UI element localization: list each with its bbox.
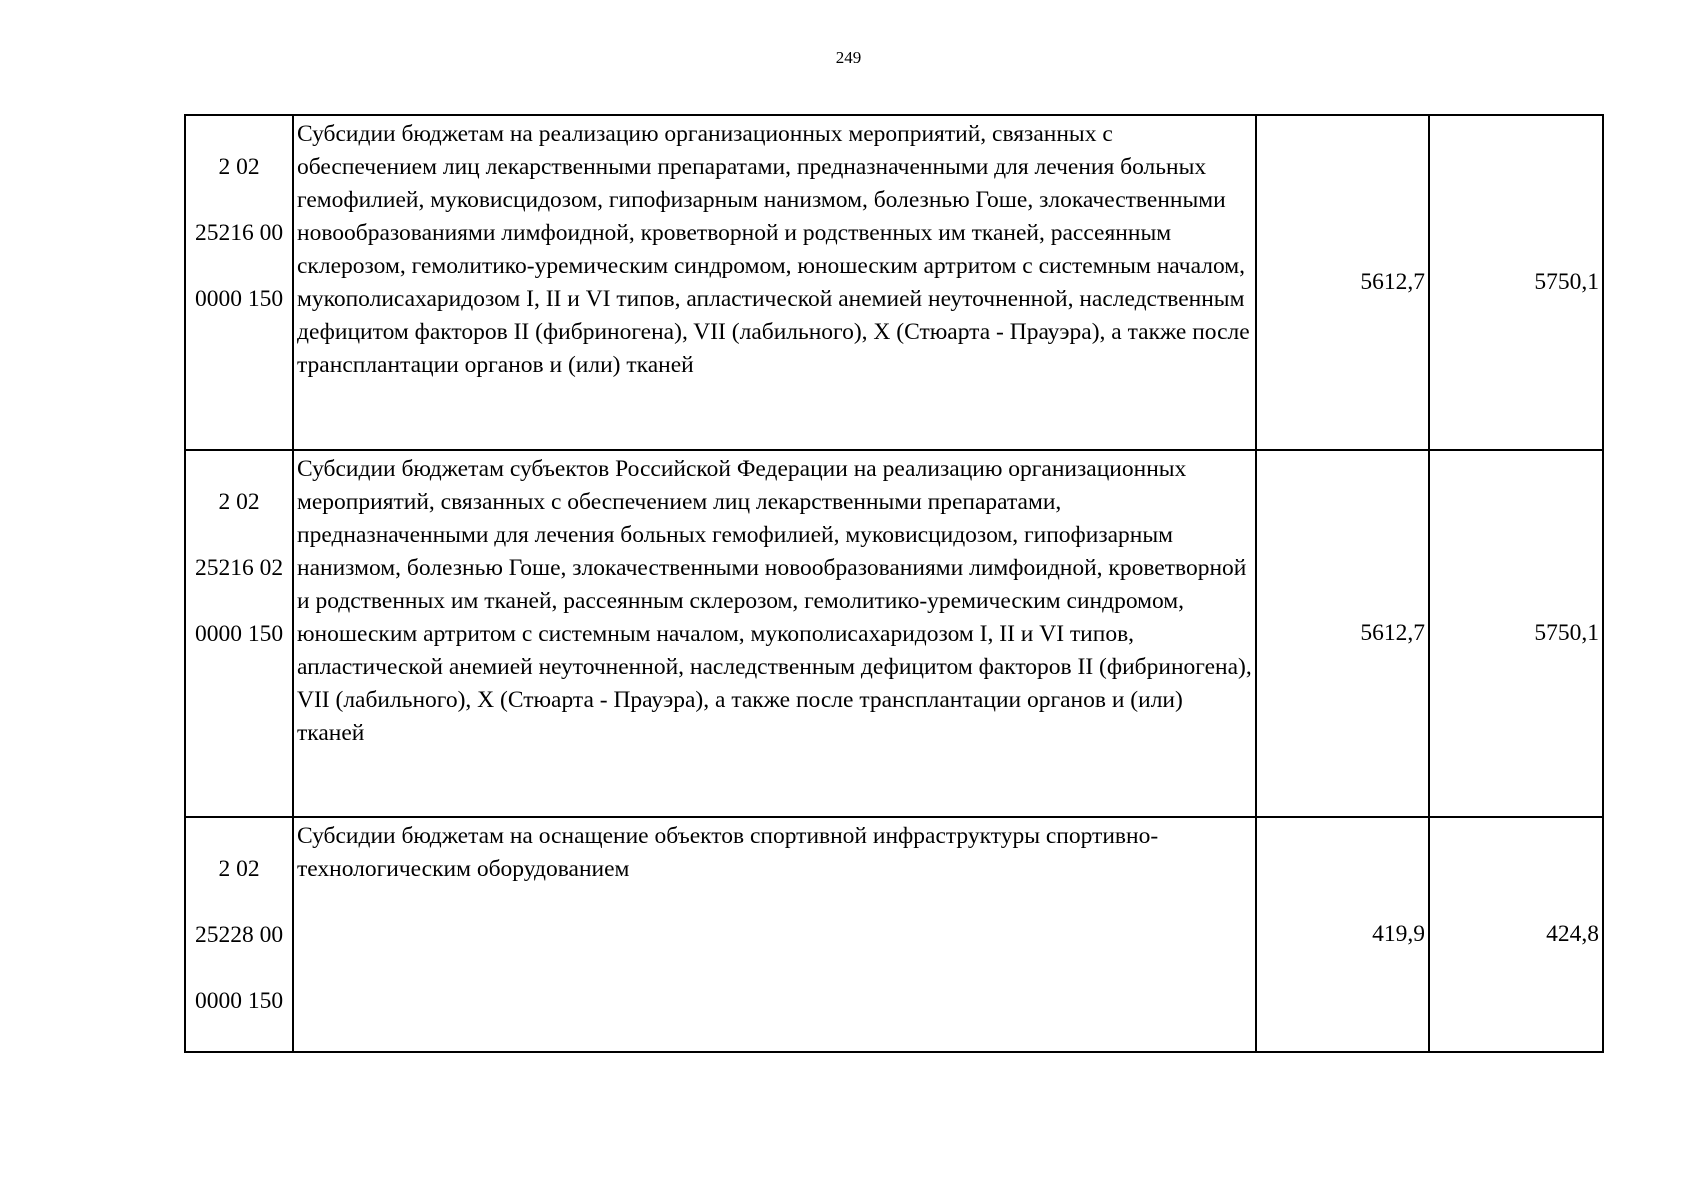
budget-code-line: 2 02 [218, 489, 260, 515]
value-cell-2: 5750,1 [1429, 115, 1603, 450]
budget-code-line: 25228 00 [194, 922, 284, 948]
table-row [185, 817, 1603, 1052]
budget-table [184, 114, 1604, 1053]
budget-code-cell [185, 115, 293, 450]
value-cell-2: 5750,1 [1429, 450, 1603, 817]
budget-code-line: 0000 150 [194, 988, 284, 1014]
budget-code-cell [185, 817, 293, 1052]
description-cell: Субсидии бюджетам на оснащение объектов спортивной инфраструктуры спортивно-технологическим оборудованием [293, 817, 1256, 1052]
budget-code-line: 2 02 [218, 154, 260, 180]
table-row [185, 115, 1603, 450]
value-cell-1: 419,9 [1256, 817, 1429, 1052]
description-cell: Субсидии бюджетам субъектов Российской Федерации на реализацию организационных мероприятий, связанных с обеспечением лиц лекарственными препаратами, предназначенными для лечения больных гемофилией, муковисцидозом, гипофизарным нанизмом, болезнью Гоше, злокачественными новообразованиями лимфоидной, кроветворной и родственных им тканей, рассеянным склерозом, гемолитико-уремическим синдромом, юношеским артритом с системным началом, мукополисахаридозом I, II и VI типов, апластической анемией неуточненной, наследственным дефицитом факторов II (фибриногена), VII (лабильного), X (Стюарта - Прауэра), а также после трансплантации органов и (или) тканей [293, 450, 1256, 817]
value-cell-1: 5612,7 [1256, 115, 1429, 450]
budget-code-line: 2 02 [218, 856, 260, 882]
budget-code-line: 25216 02 [194, 555, 284, 581]
budget-code-line: 0000 150 [194, 286, 284, 312]
budget-code-cell [185, 450, 293, 817]
description-cell: Субсидии бюджетам на реализацию организационных мероприятий, связанных с обеспечением лиц лекарственными препаратами, предназначенными для лечения больных гемофилией, муковисцидозом, гипофизарным нанизмом, болезнью Гоше, злокачественными новообразованиями лимфоидной, кроветворной и родственных им тканей, рассеянным склерозом, гемолитико-уремическим синдромом, юношеским артритом с системным началом, мукополисахаридозом I, II и VI типов, апластической анемией неуточненной, наследственным дефицитом факторов II (фибриногена), VII (лабильного), X (Стюарта - Прауэра), а также после трансплантации органов и (или) тканей [293, 115, 1256, 450]
table-row [185, 450, 1603, 817]
value-cell-1: 5612,7 [1256, 450, 1429, 817]
budget-code-line: 0000 150 [194, 621, 284, 647]
page-number: 249 [835, 48, 862, 67]
budget-code-line: 25216 00 [194, 220, 284, 246]
value-cell-2: 424,8 [1429, 817, 1603, 1052]
